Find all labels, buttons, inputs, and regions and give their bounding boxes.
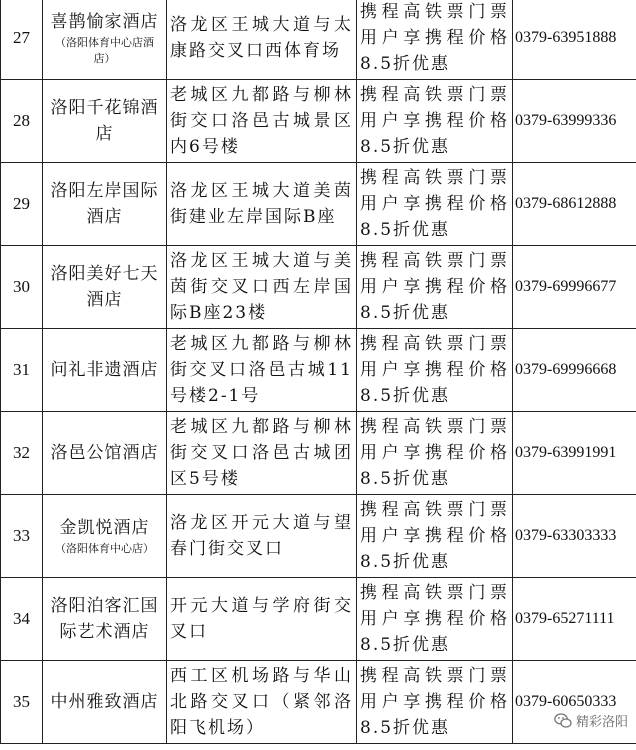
table-row — [1, 661, 636, 744]
discount-info: 携程高铁票门票用户享携程价格8.5折优惠 — [357, 412, 513, 495]
hotel-address: 洛龙区王城大道与太康路交叉口西体育场 — [167, 0, 357, 80]
table-row — [1, 578, 636, 661]
hotel-name-cell — [43, 495, 167, 578]
row-number: 27 — [1, 0, 43, 80]
row-number: 29 — [1, 163, 43, 246]
row-number: 28 — [1, 80, 43, 163]
hotel-phone: 0379-65271111 — [513, 578, 636, 661]
hotel-address: 老城区九都路与柳林街交叉口洛邑古城团区5号楼 — [167, 412, 357, 495]
table-row — [1, 329, 636, 412]
hotel-address: 洛龙区王城大道美茵街建业左岸国际B座 — [167, 163, 357, 246]
hotel-name-cell — [43, 661, 167, 744]
table-row — [1, 246, 636, 329]
hotel-name: 洛邑公馆酒店 — [50, 443, 159, 463]
hotel-phone: 0379-69996668 — [513, 329, 636, 412]
hotel-name-cell — [43, 246, 167, 329]
hotel-name-cell — [43, 80, 167, 163]
hotel-phone: 0379-69996677 — [513, 246, 636, 329]
hotel-name-cell — [43, 329, 167, 412]
table-row — [1, 412, 636, 495]
discount-info: 携程高铁票门票用户享携程价格8.5折优惠 — [357, 163, 513, 246]
table-row — [1, 0, 636, 80]
hotel-phone: 0379-68612888 — [513, 163, 636, 246]
hotel-phone: 0379-63999336 — [513, 80, 636, 163]
row-number: 33 — [1, 495, 43, 578]
discount-info: 携程高铁票门票用户享携程价格8.5折优惠 — [357, 661, 513, 744]
discount-info: 携程高铁票门票用户享携程价格8.5折优惠 — [357, 495, 513, 578]
hotel-address: 西工区机场路与华山北路交叉口（紧邻洛阳飞机场） — [167, 661, 357, 744]
hotel-phone: 0379-63303333 — [513, 495, 636, 578]
discount-info: 携程高铁票门票用户享携程价格8.5折优惠 — [357, 246, 513, 329]
hotel-name: 洛阳左岸国际酒店 — [50, 181, 159, 227]
hotel-name-cell — [43, 578, 167, 661]
hotel-name: 洛阳美好七天酒店 — [50, 264, 159, 310]
watermark — [554, 711, 628, 730]
hotel-table-body — [1, 0, 636, 744]
discount-info: 携程高铁票门票用户享携程价格8.5折优惠 — [357, 0, 513, 80]
hotel-name: 洛阳千花锦酒店 — [50, 98, 159, 144]
table-row — [1, 495, 636, 578]
hotel-address: 老城区九都路与柳林街交叉口洛邑古城11号楼2-1号 — [167, 329, 357, 412]
row-number: 34 — [1, 578, 43, 661]
hotel-address: 洛龙区王城大道与美茵街交叉口西左岸国际B座23楼 — [167, 246, 357, 329]
hotel-phone: 0379-63991991 — [513, 412, 636, 495]
hotel-name: 金凯悦酒店 — [59, 518, 150, 538]
hotel-address: 老城区九都路与柳林街交口洛邑古城景区内6号楼 — [167, 80, 357, 163]
row-number: 35 — [1, 661, 43, 744]
hotel-name-cell — [43, 163, 167, 246]
hotel-branch: （洛阳体育中心店酒店） — [55, 36, 154, 65]
discount-info: 携程高铁票门票用户享携程价格8.5折优惠 — [357, 578, 513, 661]
hotel-name: 喜鹊愉家酒店 — [50, 12, 159, 32]
hotel-address: 开元大道与学府街交叉口 — [167, 578, 357, 661]
watermark-text: 精彩洛阳 — [575, 715, 628, 730]
table-row — [1, 163, 636, 246]
hotel-phone: 0379-60650333 — [513, 661, 636, 744]
hotel-name: 问礼非遗酒店 — [50, 360, 159, 380]
table-row — [1, 80, 636, 163]
wechat-icon — [554, 713, 572, 729]
row-number: 30 — [1, 246, 43, 329]
discount-info: 携程高铁票门票用户享携程价格8.5折优惠 — [357, 80, 513, 163]
hotel-address: 洛龙区开元大道与望春门街交叉口 — [167, 495, 357, 578]
hotel-name: 中州雅致酒店 — [50, 692, 159, 712]
hotel-branch: （洛阳体育中心店） — [55, 542, 154, 555]
row-number: 32 — [1, 412, 43, 495]
hotel-phone: 0379-63951888 — [513, 0, 636, 80]
hotel-name: 洛阳泊客汇国际艺术酒店 — [50, 596, 159, 642]
hotel-name-cell — [43, 0, 167, 80]
hotel-name-cell — [43, 412, 167, 495]
row-number: 31 — [1, 329, 43, 412]
discount-info: 携程高铁票门票用户享携程价格8.5折优惠 — [357, 329, 513, 412]
